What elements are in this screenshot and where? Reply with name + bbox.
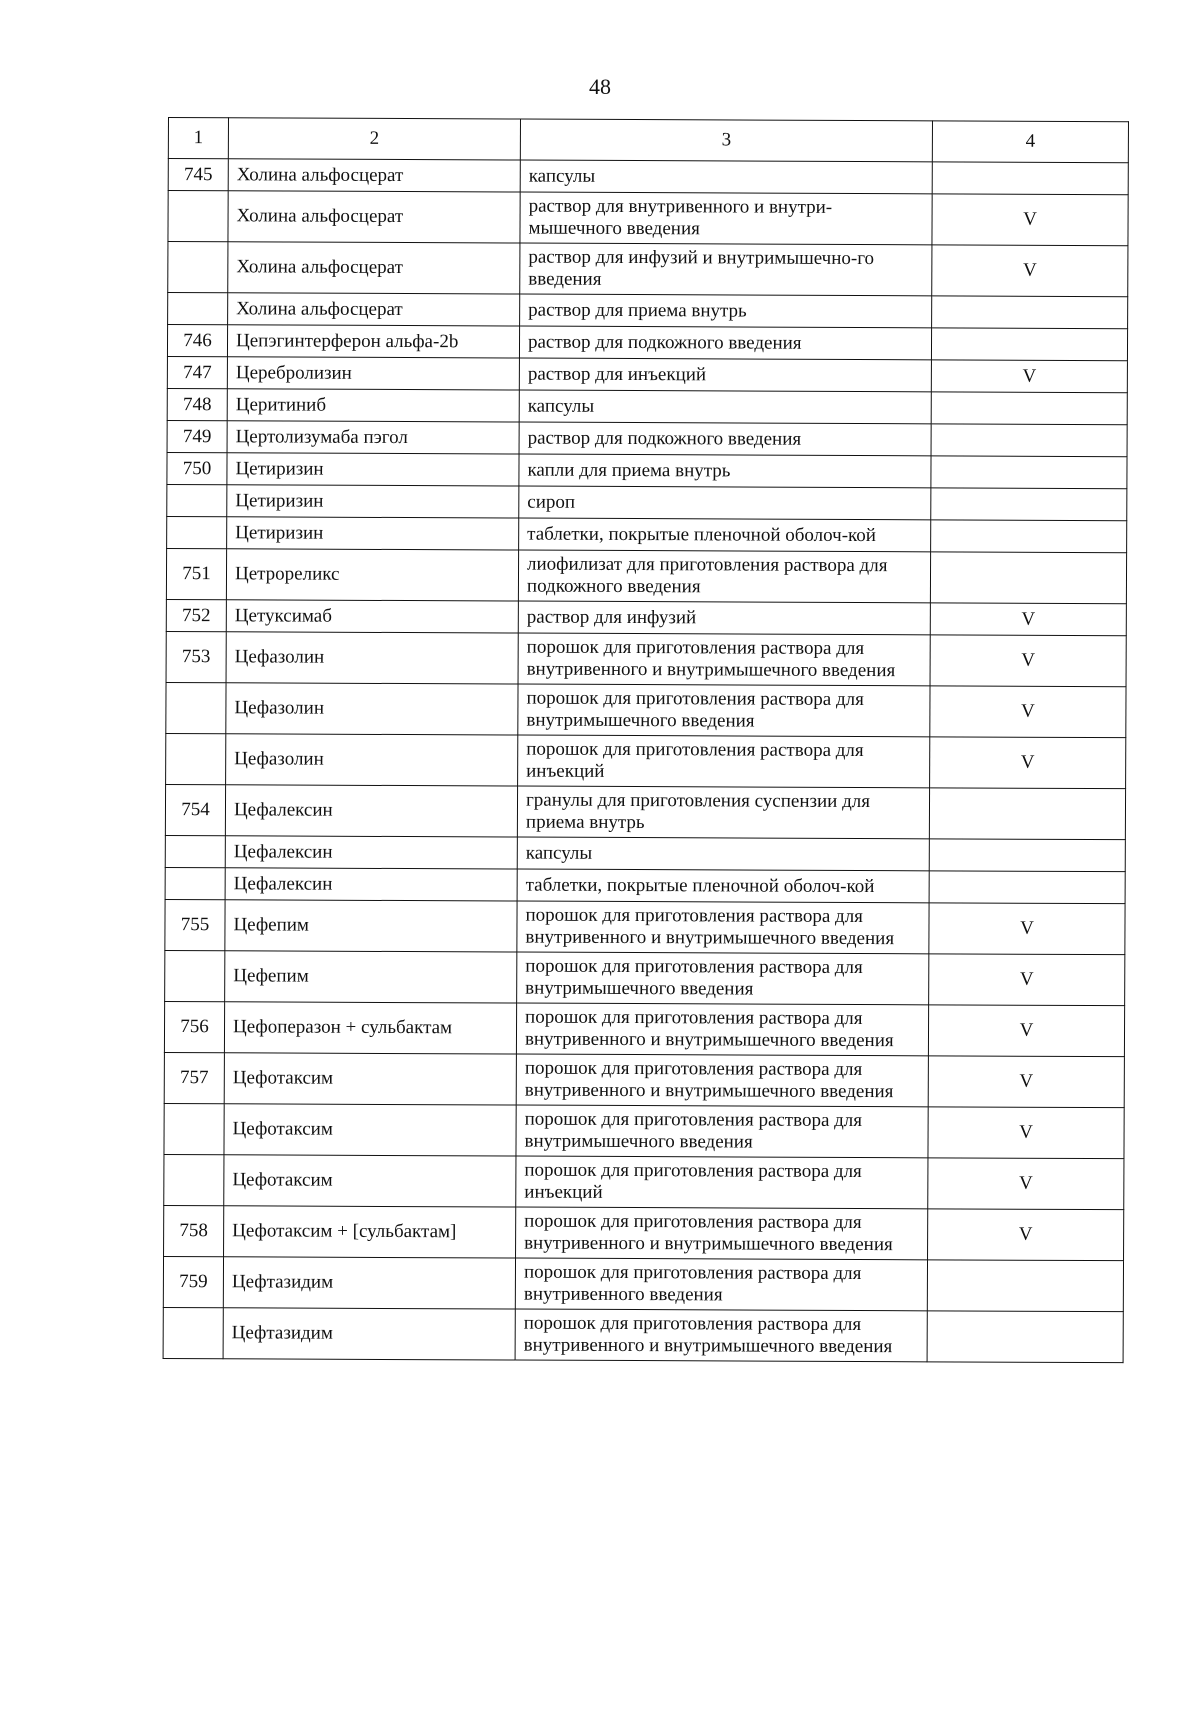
table-row <box>166 548 1126 603</box>
table-row <box>165 835 1125 871</box>
table-row <box>168 191 1128 246</box>
drug-name-cell: Цефотаксим <box>224 1155 516 1207</box>
mark-cell <box>929 788 1125 840</box>
drug-name-cell: Цепэгинтерферон альфа-2b <box>227 325 519 358</box>
drug-name-cell: Цетиризин <box>227 517 519 550</box>
dosage-form-cell: капли для приема внутрь <box>519 454 931 488</box>
dosage-form-cell: сироп <box>519 486 931 520</box>
dosage-form-cell: раствор для инфузий и внутримышечно-го введения <box>520 243 932 296</box>
table-row <box>163 1307 1123 1362</box>
row-number-cell <box>165 835 225 867</box>
page-number: 48 <box>589 74 611 99</box>
dosage-form-cell: порошок для приготовления раствора для инъекций <box>518 735 930 788</box>
dosage-form-cell: лиофилизат для приготовления раствора для подкожного введения <box>518 550 930 603</box>
row-number-cell: 757 <box>164 1052 224 1103</box>
drug-name-cell: Цертолизумаба пэгол <box>227 421 519 454</box>
table-row <box>165 950 1125 1005</box>
dosage-form-cell: капсулы <box>519 390 931 424</box>
drug-name-cell: Цефазолин <box>226 632 518 684</box>
mark-cell <box>927 1311 1123 1363</box>
table-row <box>168 159 1128 195</box>
dosage-form-cell: капсулы <box>520 160 932 194</box>
drug-name-cell: Холина альфосцерат <box>228 242 520 294</box>
table-row <box>166 599 1126 635</box>
mark-cell <box>930 552 1126 604</box>
mark-cell: V <box>931 360 1127 393</box>
row-number-cell <box>165 950 225 1001</box>
mark-cell <box>931 328 1127 361</box>
dosage-form-cell: порошок для приготовления раствора для внутримышечного введения <box>518 684 930 737</box>
table-row <box>167 356 1127 392</box>
row-number-cell <box>166 682 226 733</box>
table-row <box>166 733 1126 788</box>
row-number-cell: 759 <box>163 1256 223 1307</box>
dosage-form-cell: порошок для приготовления раствора для инъекций <box>516 1156 928 1209</box>
table-row <box>167 516 1127 552</box>
drug-name-cell: Церебролизин <box>227 357 519 390</box>
row-number-cell <box>164 1103 224 1154</box>
table-row <box>167 420 1127 456</box>
dosage-form-cell: таблетки, покрытые пленочной оболоч-кой <box>519 518 931 552</box>
row-number-cell <box>167 484 227 516</box>
mark-cell: V <box>930 635 1126 687</box>
dosage-form-cell: порошок для приготовления раствора для внутривенного и внутримышечного введения <box>517 901 929 954</box>
row-number-cell: 752 <box>166 599 226 631</box>
drug-name-cell: Цефалексин <box>225 836 517 869</box>
table-header-row <box>168 118 1128 163</box>
drug-name-cell: Цефепим <box>225 951 517 1003</box>
column-header-1: 1 <box>168 118 228 159</box>
row-number-cell <box>166 733 226 784</box>
dosage-form-cell: порошок для приготовления раствора для внутривенного и внутримышечного введения <box>516 1207 928 1260</box>
drug-name-cell: Цефотаксим + [сульбактам] <box>224 1206 516 1258</box>
dosage-form-cell: капсулы <box>517 837 929 871</box>
dosage-form-cell: раствор для подкожного введения <box>519 326 931 360</box>
drug-name-cell: Цефалексин <box>225 868 517 901</box>
drug-name-cell: Цетрореликс <box>226 549 518 601</box>
row-number-cell <box>168 191 228 242</box>
drug-name-cell: Цефазолин <box>226 734 518 786</box>
drug-name-cell: Холина альфосцерат <box>228 159 520 192</box>
table-row <box>164 1205 1124 1260</box>
table-body <box>163 159 1128 1363</box>
drug-name-cell: Цефтазидим <box>223 1257 515 1309</box>
row-number-cell <box>168 293 228 325</box>
drug-name-cell: Цетиризин <box>227 485 519 518</box>
mark-cell <box>927 1260 1123 1312</box>
dosage-form-cell: раствор для подкожного введения <box>519 422 931 456</box>
row-number-cell: 748 <box>167 388 227 420</box>
dosage-form-cell: раствор для инфузий <box>518 601 930 635</box>
mark-cell: V <box>932 194 1128 246</box>
mark-cell: V <box>930 603 1126 636</box>
column-header-3: 3 <box>520 119 932 162</box>
table-row <box>168 242 1128 297</box>
table-row <box>167 484 1127 520</box>
drug-name-cell: Цефепим <box>225 900 517 952</box>
drug-name-cell: Церитиниб <box>227 389 519 422</box>
mark-cell: V <box>928 1158 1124 1210</box>
drug-name-cell: Цефазолин <box>226 683 518 735</box>
dosage-form-cell: порошок для приготовления раствора для внутривенного и внутримышечного введения <box>518 633 930 686</box>
table-row <box>165 867 1125 903</box>
mark-cell <box>929 871 1125 904</box>
table-row <box>165 899 1125 954</box>
drug-name-cell: Цетуксимаб <box>226 600 518 633</box>
mark-cell: V <box>928 1209 1124 1261</box>
table-row <box>165 784 1125 839</box>
medication-table <box>163 117 1129 1363</box>
table-row <box>166 682 1126 737</box>
row-number-cell: 756 <box>164 1001 224 1052</box>
table-row <box>167 388 1127 424</box>
mark-cell: V <box>928 1056 1124 1108</box>
dosage-form-cell: раствор для приема внутрь <box>520 294 932 328</box>
row-number-cell <box>163 1307 223 1358</box>
row-number-cell: 753 <box>166 631 226 682</box>
drug-name-cell: Холина альфосцерат <box>228 293 520 326</box>
drug-name-cell: Цефоперазон + сульбактам <box>224 1002 516 1054</box>
mark-cell <box>932 162 1128 195</box>
dosage-form-cell: раствор для инъекций <box>519 358 931 392</box>
dosage-form-cell: раствор для внутривенного и внутри-мышечного введения <box>520 192 932 245</box>
mark-cell: V <box>928 1005 1124 1057</box>
row-number-cell <box>168 242 228 293</box>
mark-cell <box>931 456 1127 489</box>
drug-name-cell: Холина альфосцерат <box>228 191 520 243</box>
row-number-cell: 755 <box>165 899 225 950</box>
mark-cell: V <box>929 903 1125 955</box>
row-number-cell <box>167 516 227 548</box>
dosage-form-cell: таблетки, покрытые пленочной оболоч-кой <box>517 869 929 903</box>
drug-name-cell: Цефтазидим <box>223 1308 515 1360</box>
drug-name-cell: Цефотаксим <box>224 1053 516 1105</box>
table-row <box>163 1256 1123 1311</box>
table-row <box>164 1103 1124 1158</box>
drug-name-cell: Цетиризин <box>227 453 519 486</box>
dosage-form-cell: порошок для приготовления раствора для внутривенного и внутримышечного введения <box>516 1003 928 1056</box>
table-row <box>167 452 1127 488</box>
table-row <box>167 325 1127 361</box>
row-number-cell <box>165 867 225 899</box>
mark-cell: V <box>929 954 1125 1006</box>
dosage-form-cell: порошок для приготовления раствора для внутримышечного введения <box>517 952 929 1005</box>
mark-cell <box>931 520 1127 553</box>
row-number-cell: 754 <box>165 784 225 835</box>
mark-cell <box>931 424 1127 457</box>
table-row <box>164 1052 1124 1107</box>
table-row <box>168 293 1128 329</box>
row-number-cell <box>164 1154 224 1205</box>
mark-cell: V <box>930 686 1126 738</box>
mark-cell: V <box>932 245 1128 297</box>
row-number-cell: 758 <box>164 1205 224 1256</box>
dosage-form-cell: гранулы для приготовления суспензии для приема внутрь <box>517 786 929 839</box>
row-number-cell: 750 <box>167 452 227 484</box>
drug-name-cell: Цефалексин <box>225 785 517 837</box>
row-number-cell: 745 <box>168 159 228 191</box>
dosage-form-cell: порошок для приготовления раствора для внутривенного введения <box>515 1258 927 1311</box>
mark-cell: V <box>930 737 1126 789</box>
mark-cell <box>932 296 1128 329</box>
table-row <box>164 1001 1124 1056</box>
table-row <box>164 1154 1124 1209</box>
mark-cell <box>931 392 1127 425</box>
mark-cell <box>929 839 1125 872</box>
dosage-form-cell: порошок для приготовления раствора для внутривенного и внутримышечного введения <box>516 1054 928 1107</box>
column-header-4: 4 <box>932 121 1128 163</box>
dosage-form-cell: порошок для приготовления раствора для внутривенного и внутримышечного введения <box>515 1309 927 1362</box>
dosage-form-cell: порошок для приготовления раствора для внутримышечного введения <box>516 1105 928 1158</box>
mark-cell: V <box>928 1107 1124 1159</box>
row-number-cell: 747 <box>167 356 227 388</box>
mark-cell <box>931 488 1127 521</box>
drug-name-cell: Цефотаксим <box>224 1104 516 1156</box>
row-number-cell: 749 <box>167 420 227 452</box>
row-number-cell: 746 <box>167 325 227 357</box>
column-header-2: 2 <box>228 118 520 160</box>
table-row <box>166 631 1126 686</box>
row-number-cell: 751 <box>166 548 226 599</box>
